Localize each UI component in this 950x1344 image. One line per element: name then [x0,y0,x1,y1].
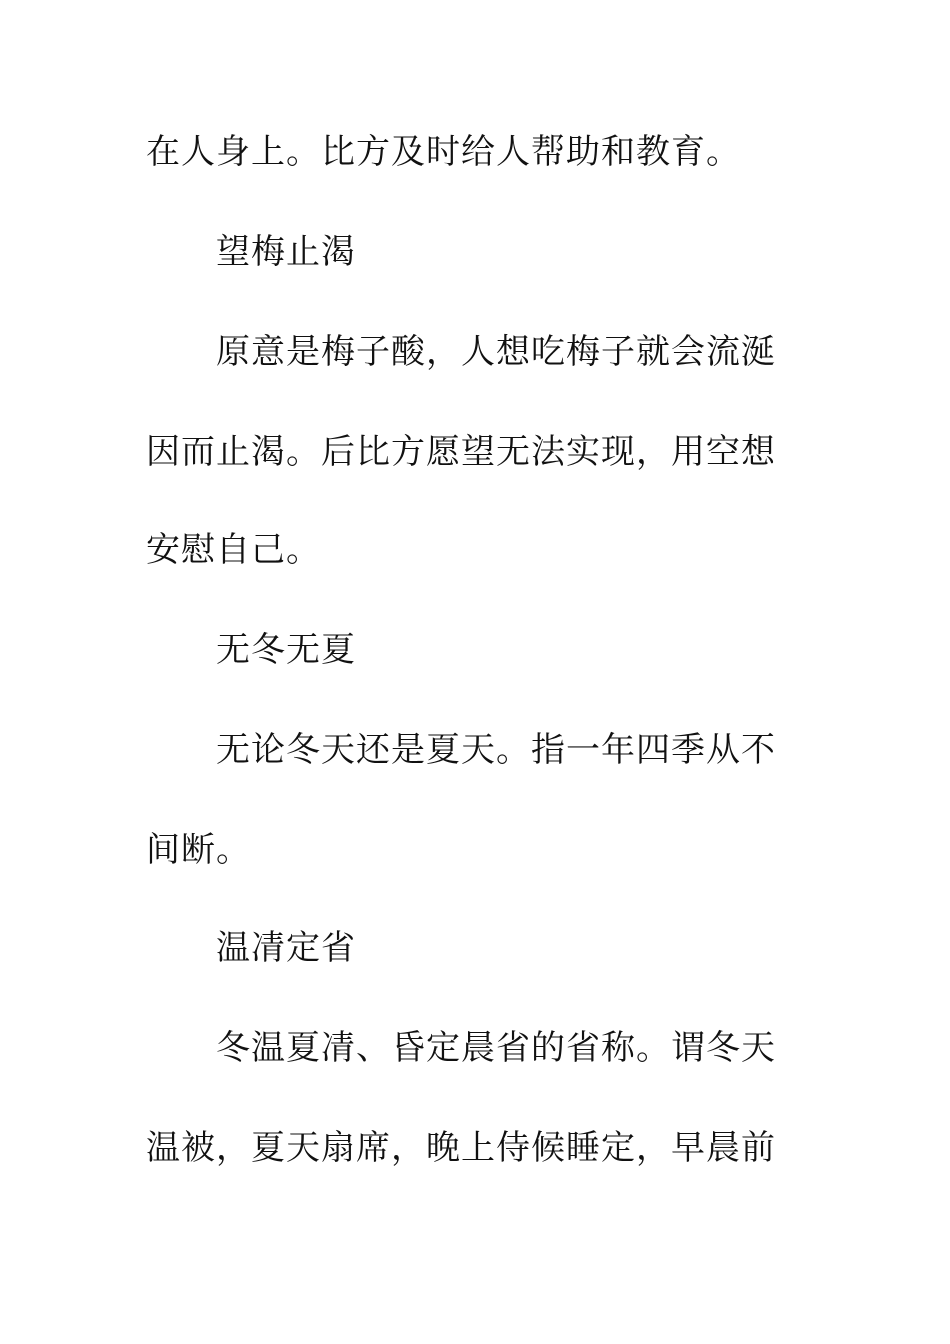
text-line: 无论冬天还是夏天。指一年四季从不 [216,730,776,770]
entry-heading: 温凊定省 [216,928,356,968]
text-line: 在人身上。比方及时给人帮助和教育。 [146,132,741,172]
text-line: 间断。 [146,830,251,870]
text-line: 因而止渴。后比方愿望无法实现，用空想 [146,432,776,472]
text-line: 原意是梅子酸，人想吃梅子就会流涎 [216,332,776,372]
text-line: 冬温夏凊、昏定晨省的省称。谓冬天 [216,1028,776,1068]
entry-heading: 望梅止渴 [216,232,356,272]
text-line: 温被，夏天扇席，晚上侍候睡定，早晨前 [146,1128,776,1168]
text-line: 安慰自己。 [146,530,321,570]
entry-heading: 无冬无夏 [216,630,356,670]
